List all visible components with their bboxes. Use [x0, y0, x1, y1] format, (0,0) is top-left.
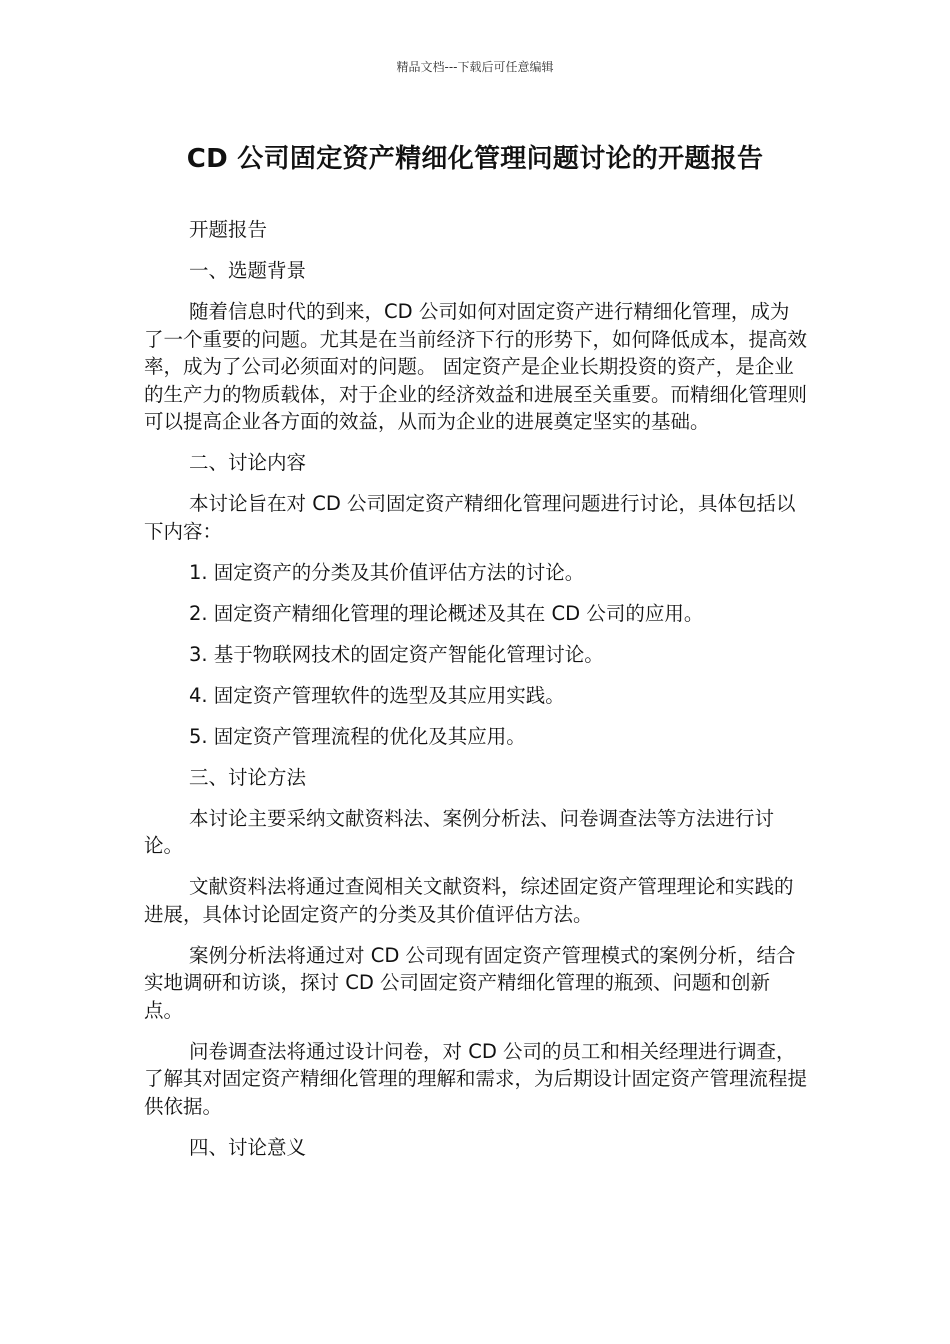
document-body	[144, 216, 808, 1175]
header-note: 精品文档---下载后可任意编辑	[396, 60, 554, 74]
paragraph-content-intro: 本讨论旨在对 CD 公司固定资产精细化管理问题进行讨论，具体包括以下内容：	[144, 492, 796, 543]
heading-significance: 四、讨论意义	[189, 1135, 307, 1159]
list-item: 3. 基于物联网技术的固定资产智能化管理讨论。	[189, 642, 604, 666]
list-item: 1. 固定资产的分类及其价值评估方法的讨论。	[189, 560, 585, 584]
paragraph-case-method: 案例分析法将通过对 CD 公司现有固定资产管理模式的案例分析，结合实地调研和访谈，探讨 CD 公司固定资产精细化管理的瓶颈、问题和创新点。	[144, 943, 796, 1022]
list-item: 4. 固定资产管理软件的选型及其应用实践。	[189, 683, 565, 707]
document-title: CD 公司固定资产精细化管理问题讨论的开题报告	[186, 144, 764, 174]
paragraph-background: 随着信息时代的到来，CD 公司如何对固定资产进行精细化管理，成为了一个重要的问题。尤其是在当前经济下行的形势下，如何降低成本，提高效率，成为了公司必须面对的问题。 固定资产是企业长期投资的资产，是企业的生产力的物质载体，对于企业的经济效益和进展至关重要。而精细化管理则可以提高企业各方面的效益，从而为企业的进展奠定坚实的基础。	[144, 300, 808, 433]
heading-content: 二、讨论内容	[189, 451, 307, 474]
list-item: 5. 固定资产管理流程的优化及其应用。	[189, 724, 526, 748]
heading-report: 开题报告	[189, 218, 268, 241]
heading-background: 一、选题背景	[189, 259, 307, 282]
heading-methods: 三、讨论方法	[189, 765, 307, 789]
paragraph-literature-method: 文献资料法将通过查阅相关文献资料，综述固定资产管理理论和实践的进展，具体讨论固定资产的分类及其价值评估方法。	[144, 875, 794, 926]
list-item: 2. 固定资产精细化管理的理论概述及其在 CD 公司的应用。	[189, 601, 704, 625]
paragraph-methods-intro: 本讨论主要采纳文献资料法、案例分析法、问卷调查法等方法进行讨论。	[144, 806, 775, 857]
paragraph-survey-method: 问卷调查法将通过设计问卷，对 CD 公司的员工和相关经理进行调查，了解其对固定资产精细化管理的理解和需求，为后期设计固定资产管理流程提供依据。	[144, 1039, 808, 1118]
